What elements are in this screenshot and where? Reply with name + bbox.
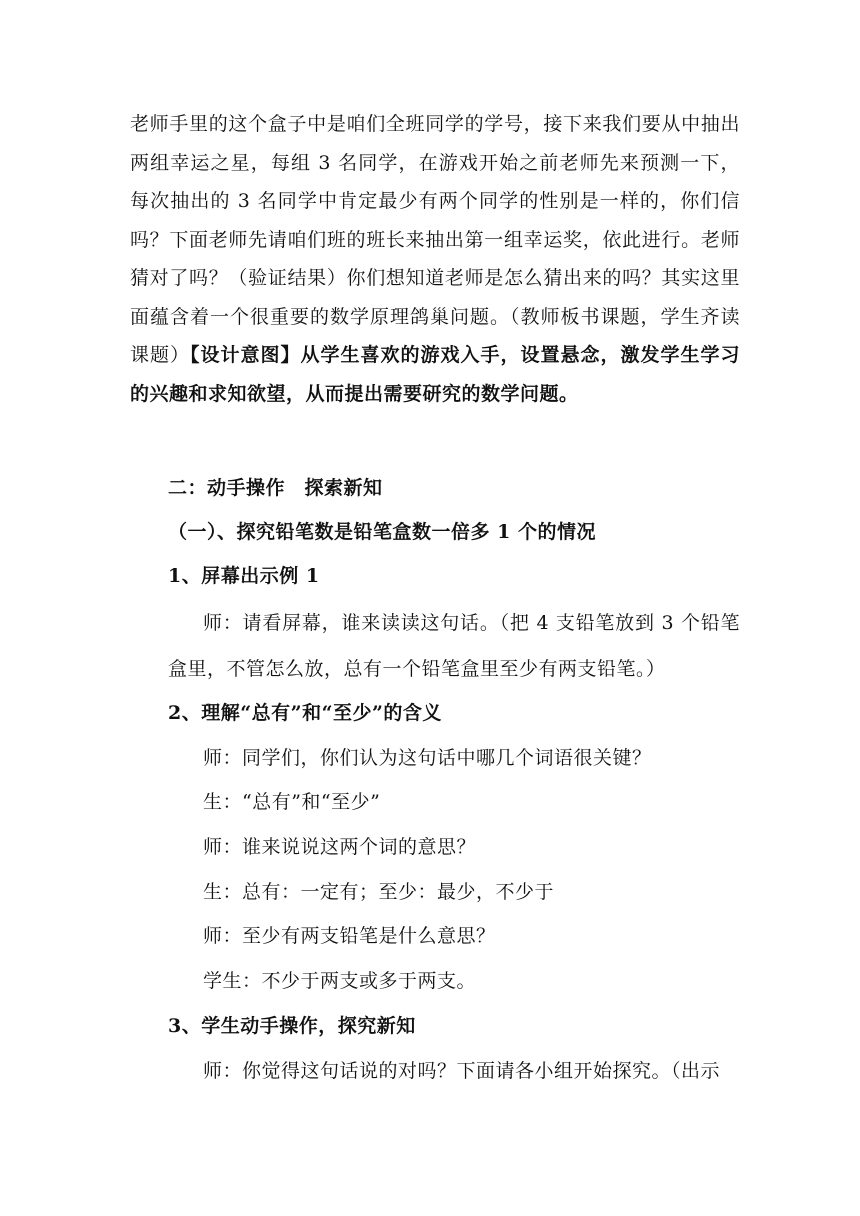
intro-paragraph — [130, 105, 740, 413]
step1-heading: 1、屏幕出示例 1 — [168, 565, 320, 587]
dialog-line: 学生：不少于两支或多于两支。 — [203, 970, 477, 992]
dialog-line: 师：同学们，你们认为这句话中哪几个词语很关键？ — [203, 747, 652, 769]
intro-text: 老师手里的这个盒子中是咱们全班同学的学号，接下来我们要从中抽出两组幸运之星，每组 3 名同学，在游戏开始之前老师先来预测一下，每次抽出的 3 名同学中肯定最少有两个同学的性别是一样的，你们信吗？下面老师先请咱们班的班长来抽出第一组幸运奖，依此进行。老师猜对了吗？（验证结果）你们想知道老师是怎么猜出来的吗？其实这里面蕴含着一个很重要的数学原理鸽巢问题。（教师板书课题，学生齐读课题） — [130, 113, 740, 366]
step3-text: 师：你觉得这句话说的对吗？下面请各小组开始探究。（出示 — [203, 1060, 721, 1082]
design-intent-text: 【设计意图】从学生喜欢的游戏入手，设置悬念，激发学生学习的兴趣和求知欲望，从而提出需要研究的数学问题。 — [130, 344, 740, 405]
step2-heading: 2、理解“总有”和“至少”的含义 — [168, 702, 442, 724]
subsection-heading: （一）、探究铅笔数是铅笔盒数一倍多 1 个的情况 — [168, 521, 596, 543]
example-paragraph: 师：请看屏幕，谁来读读这句话。（把 4 支铅笔放到 3 个铅笔盒里，不管怎么放，总有一个铅笔盒里至少有两支铅笔。） — [168, 612, 740, 680]
dialog-line: 师：至少有两支铅笔是什么意思？ — [203, 925, 496, 947]
step3-heading: 3、学生动手操作，探究新知 — [168, 1015, 416, 1037]
dialog-line: 师：谁来说说这两个词的意思？ — [203, 836, 477, 858]
dialog-line: 生：总有：一定有；至少：最少，不少于 — [203, 881, 555, 903]
dialog-line: 生：“总有”和“至少” — [203, 791, 381, 813]
section-heading: 二：动手操作 探索新知 — [168, 477, 383, 499]
